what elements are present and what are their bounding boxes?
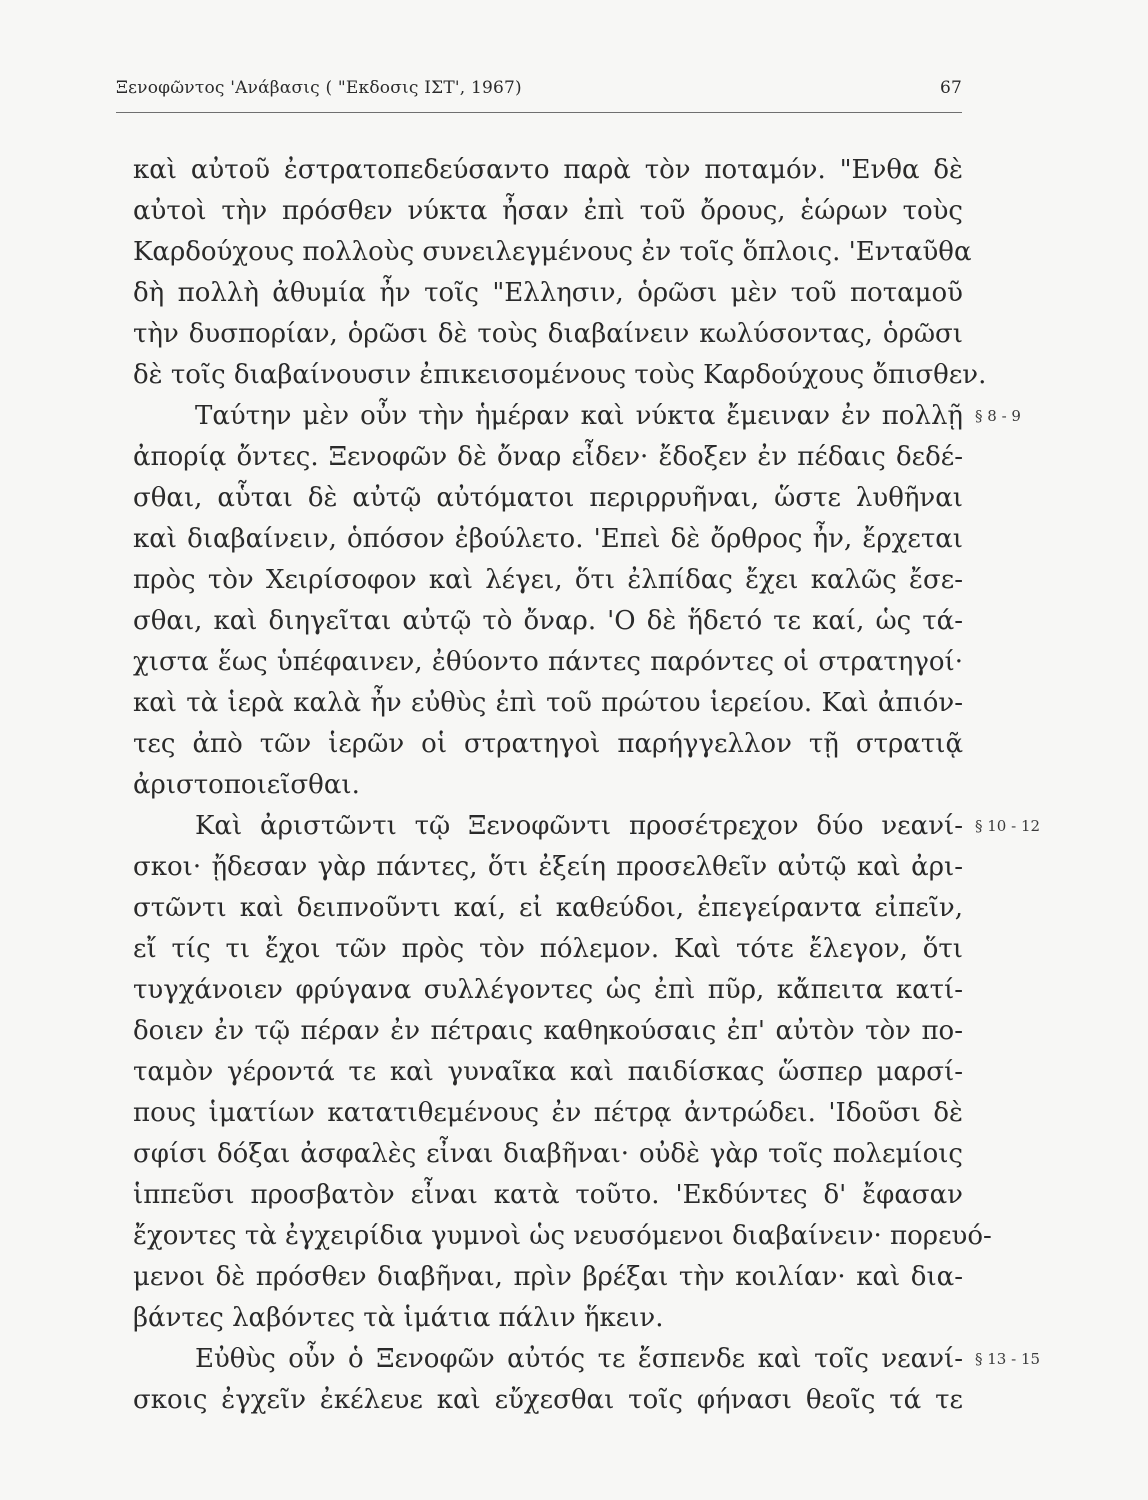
text-line: τες ἀπὸ τῶν ἱερῶν οἱ στρατηγοὶ παρήγγελλον τῇ στρατιᾷ — [133, 729, 963, 759]
running-title: Ξενοφῶντος 'Ανάβασις ( "Εκδοσις ΙΣΤ', 1967) — [116, 78, 522, 98]
text-line: τὴν δυσπορίαν, ὁρῶσι δὲ τοὺς διαβαίνειν κωλύσοντας, ὁρῶσι — [133, 319, 963, 349]
text-line: δὴ πολλὴ ἀθυμία ἦν τοῖς "Ελλησιν, ὁρῶσι μὲν τοῦ ποταμοῦ — [133, 278, 963, 308]
text-line: μενοι δὲ πρόσθεν διαβῆναι, πρὶν βρέξαι τὴν κοιλίαν· καὶ δια- — [133, 1262, 963, 1292]
header-rule — [116, 112, 962, 113]
text-line: δὲ τοῖς διαβαίνουσιν ἐπικεισομένους τοὺς Καρδούχους ὄπισθεν. — [133, 360, 987, 390]
text-line: ἔχοντες τὰ ἐγχειρίδια γυμνοὶ ὡς νευσόμενοι διαβαίνειν· πορευό- — [133, 1221, 992, 1251]
text-line: πρὸς τὸν Χειρίσοφον καὶ λέγει, ὅτι ἐλπίδας ἔχει καλῶς ἔσε- — [133, 565, 963, 595]
body-text — [133, 150, 992, 1421]
page-number: 67 — [939, 78, 962, 98]
text-line: πους ἱματίων κατατιθεμένους ἐν πέτρᾳ ἀντρώδει. 'Ιδοῦσι δὲ — [133, 1098, 963, 1128]
text-line: καὶ αὐτοῦ ἐστρατοπεδεύσαντο παρὰ τὸν ποταμόν. "Ενθα δὲ — [133, 155, 963, 185]
text-line: Εὐθὺς οὖν ὁ Ξενοφῶν αὐτός τε ἔσπενδε καὶ τοῖς νεανί- — [195, 1344, 963, 1374]
section-marker: § 10 - 12 — [975, 817, 1041, 835]
text-line: σκοι· ᾔδεσαν γὰρ πάντες, ὅτι ἐξείη προσελθεῖν αὐτῷ καὶ ἀρι- — [133, 852, 963, 882]
text-line: τυγχάνοιεν φρύγανα συλλέγοντες ὡς ἐπὶ πῦρ, κἄπειτα κατί- — [133, 975, 963, 1005]
text-line: σκοις ἐγχεῖν ἐκέλευε καὶ εὔχεσθαι τοῖς φήνασι θεοῖς τά τε — [133, 1385, 963, 1415]
section-marker: § 8 - 9 — [975, 407, 1021, 425]
text-line: δοιεν ἐν τῷ πέραν ἐν πέτραις καθηκούσαις ἐπ' αὐτὸν τὸν πο- — [133, 1016, 963, 1046]
text-line: σθαι, καὶ διηγεῖται αὐτῷ τὸ ὄναρ. 'Ο δὲ ἥδετό τε καί, ὡς τά- — [133, 606, 963, 636]
text-line: καὶ διαβαίνειν, ὁπόσον ἐβούλετο. 'Επεὶ δὲ ὄρθρος ἦν, ἔρχεται — [133, 524, 963, 554]
text-line: βάντες λαβόντες τὰ ἱμάτια πάλιν ἥκειν. — [133, 1303, 664, 1333]
text-line: αὐτοὶ τὴν πρόσθεν νύκτα ἦσαν ἐπὶ τοῦ ὄρους, ἑώρων τοὺς — [133, 196, 963, 226]
text-line: ταμὸν γέροντά τε καὶ γυναῖκα καὶ παιδίσκας ὥσπερ μαρσί- — [133, 1057, 963, 1087]
text-line: Ταύτην μὲν οὖν τὴν ἡμέραν καὶ νύκτα ἔμειναν ἐν πολλῇ — [195, 401, 963, 431]
text-line: ἀριστοποιεῖσθαι. — [133, 770, 360, 800]
text-line: σθαι, αὗται δὲ αὐτῷ αὐτόματοι περιρρυῆναι, ὥστε λυθῆναι — [133, 483, 963, 513]
text-line: στῶντι καὶ δειπνοῦντι καί, εἰ καθεύδοι, ἐπεγείραντα εἰπεῖν, — [133, 893, 963, 923]
text-line: σφίσι δόξαι ἀσφαλὲς εἶναι διαβῆναι· οὐδὲ γὰρ τοῖς πολεμίοις — [133, 1139, 963, 1169]
text-line: καὶ τὰ ἱερὰ καλὰ ἦν εὐθὺς ἐπὶ τοῦ πρώτου ἱερείου. Καὶ ἀπιόν- — [133, 688, 963, 718]
text-line: Καρδούχους πολλοὺς συνειλεγμένους ἐν τοῖς ὅπλοις. 'Ενταῦθα — [133, 237, 972, 267]
section-marker: § 13 - 15 — [975, 1350, 1041, 1368]
text-line: ἱππεῦσι προσβατὸν εἶναι κατὰ τοῦτο. 'Εκδύντες δ' ἔφασαν — [133, 1180, 963, 1210]
text-line: χιστα ἕως ὑπέφαινεν, ἐθύοντο πάντες παρόντες οἱ στρατηγοί· — [133, 647, 963, 677]
running-header — [116, 78, 962, 106]
text-line: εἴ τίς τι ἔχοι τῶν πρὸς τὸν πόλεμον. Καὶ τότε ἔλεγον, ὅτι — [133, 934, 963, 964]
text-line: ἀπορίᾳ ὄντες. Ξενοφῶν δὲ ὄναρ εἶδεν· ἔδοξεν ἐν πέδαις δεδέ- — [133, 442, 963, 472]
text-line: Καὶ ἀριστῶντι τῷ Ξενοφῶντι προσέτρεχον δύο νεανί- — [195, 811, 963, 841]
